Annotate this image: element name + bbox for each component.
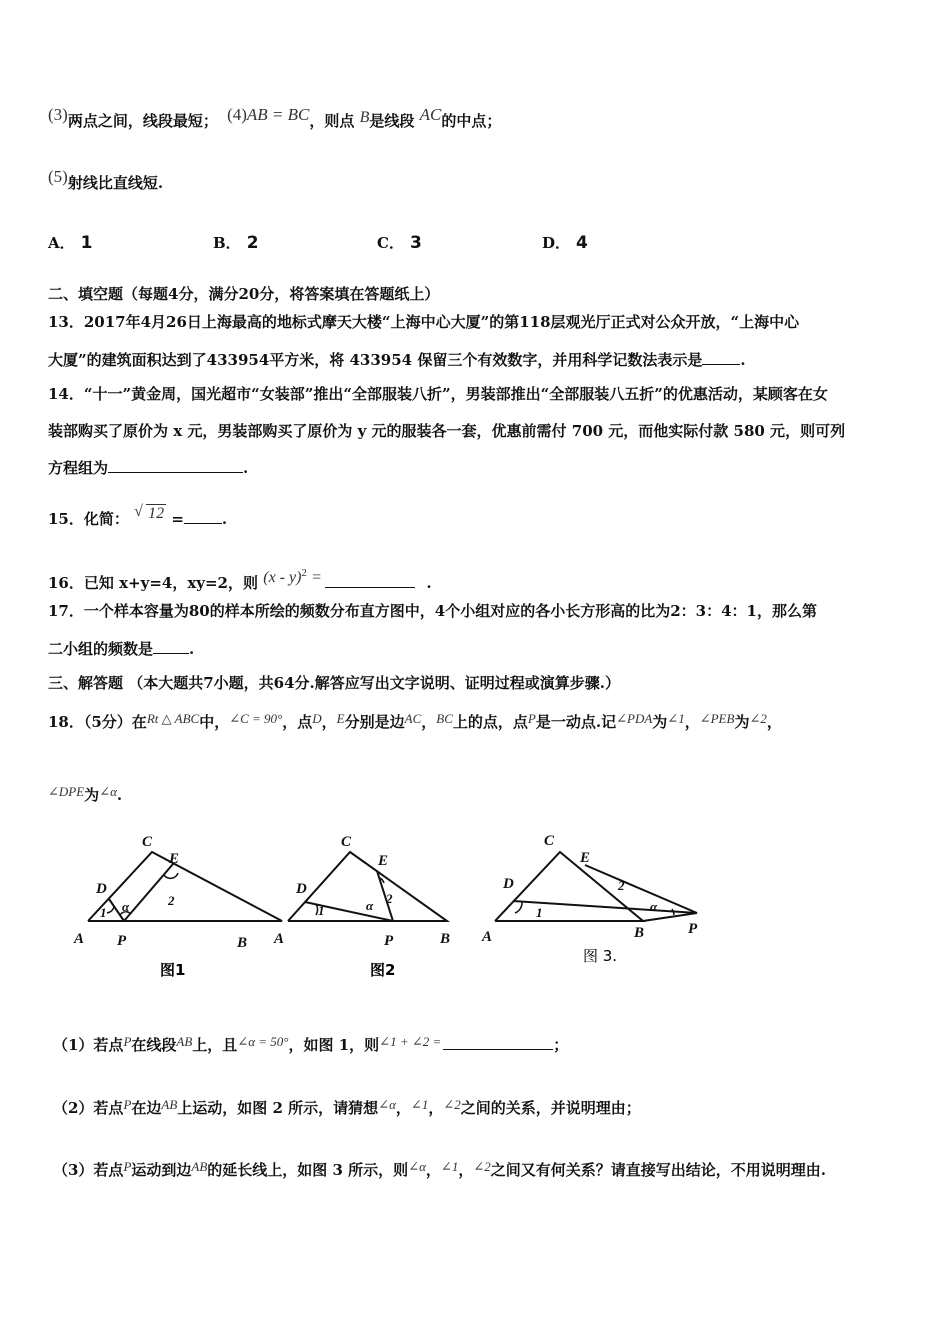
q15-answer-blank[interactable] [184, 509, 222, 524]
fig1-caption: 图1 [160, 961, 186, 979]
fig2-label-b: B [440, 931, 451, 947]
fig3-label-a: A [482, 929, 493, 945]
fig2-label-2: 2 [386, 891, 393, 906]
q13-line2: 大厦”的建筑面积达到了433954平方米，将 433954 保留三个有效数字，并用科学记数法表示是 . [48, 351, 746, 369]
section-3-heading: 三、解答题 （本大题共7小题，共64分.解答应写出文字说明、证明过程或演算步骤.） [48, 674, 620, 692]
fig3-extension-bp [643, 913, 697, 921]
fig1-label-2: 2 [168, 893, 175, 908]
fig2-label-d: D [296, 881, 307, 897]
q14-line3: 方程组为 . [48, 459, 249, 477]
q17-line1: 17．一个样本容量为80的样本所绘的频数分布直方图中，4个小组对应的各小长方形高的比为2：3：4：1，那么第 [48, 602, 817, 620]
fig1-label-c: C [142, 834, 153, 850]
q13-answer-blank[interactable] [702, 350, 740, 365]
fig2-label-alpha: α [366, 898, 374, 913]
sqrt-expression: √ 12 [134, 503, 165, 522]
fig1-label-d: D [96, 881, 107, 897]
fig2-label-e: E [378, 853, 389, 869]
fig2-label-p: P [384, 933, 394, 949]
fig3-label-b: B [634, 925, 645, 941]
fig2-label-1: 1 [318, 903, 325, 918]
fig1-angle2-arc [164, 873, 178, 878]
option-d[interactable]: D． 4 [542, 233, 588, 253]
q16-answer-blank[interactable] [325, 573, 415, 588]
fig3-caption: 图 3. [583, 947, 618, 965]
fig3-angle1-arc [515, 902, 522, 913]
fig3-label-1: 1 [536, 905, 543, 920]
q17-line2: 二小组的频数是 . [48, 640, 195, 658]
item-5-number: (5) [48, 167, 68, 186]
fig1-label-p: P [117, 933, 127, 949]
option-c[interactable]: C． 3 [377, 233, 422, 253]
q13-line1: 13．2017年4月26日上海最高的地标式摩天大楼“上海中心大厦”的第118层观光厅正式对公众开放，“上海中心 [48, 313, 800, 331]
fig3-label-c: C [544, 833, 555, 849]
sub-question-1: （1）若点P在线段AB上，且∠α = 50°，如图 1，则∠1 + ∠2 = ； [53, 1034, 569, 1054]
q16: 16．已知 x+y=4，xy=2，则 (x - y)$^2$ = . [48, 567, 432, 592]
fig2-label-c: C [341, 834, 352, 850]
q14-answer-blank[interactable] [108, 458, 243, 473]
q18-line2: ∠DPE为∠α. [48, 784, 123, 804]
statement-5: (5)射线比直线短. [48, 167, 164, 192]
fig1-label-b: B [237, 935, 248, 951]
q18-line1: 18．（5分）在Rt △ ABC中，∠C = 90°，点D，E分别是边AC，BC上的点，点P是一动点.记∠PDA为∠1，∠PEB为∠2， [48, 711, 782, 731]
item-3-number: (3) [48, 105, 68, 124]
q17-answer-blank[interactable] [153, 639, 189, 654]
fig3-label-p: P [688, 921, 698, 937]
item-4-number: (4) [227, 105, 247, 124]
option-a[interactable]: A． 1 [48, 233, 93, 253]
fig1-label-1: 1 [100, 905, 107, 920]
fig1-label-a: A [74, 931, 85, 947]
fig3-label-d: D [503, 876, 514, 892]
fig1-label-e: E [169, 851, 180, 867]
triangle-figures [60, 825, 720, 985]
item-4-math: AB = BC [246, 105, 310, 124]
fig2-label-a: A [274, 931, 285, 947]
fig3-label-e: E [580, 850, 591, 866]
fig2-caption: 图2 [370, 961, 396, 979]
sub-question-3: （3）若点P运动到边AB的延长线上，如图 3 所示，则∠α，∠1，∠2之间又有何关系？请直接写出结论，不用说明理由. [53, 1159, 826, 1179]
fig3-label-alpha: α [650, 899, 658, 914]
q14-line2: 装部购买了原价为 x 元，男装部购买了原价为 y 元的服装各一套，优惠前需付 700 元，而他实际付款 580 元，则可列 [48, 422, 846, 440]
sub-question-2: （2）若点P在边AB上运动，如图 2 所示，请猜想∠α，∠1，∠2之间的关系，并说明理由； [53, 1097, 641, 1117]
fig3-label-2: 2 [618, 878, 625, 893]
statement-3-4: (3)两点之间，线段最短； (4)AB = BC，则点 B是线段 AC的中点； [48, 105, 502, 130]
fig1-angle1-arc [107, 907, 114, 913]
q15: 15．化简： √ 12 = . [48, 503, 228, 528]
q14-line1: 14．“十一”黄金周，国光超市“女装部”推出“全部服装八折”，男装部推出“全部服装八五折”的优惠活动，某顾客在女 [48, 385, 828, 403]
option-b[interactable]: B． 2 [213, 233, 259, 253]
fig1-label-alpha: α [122, 899, 130, 914]
section-2-heading: 二、填空题（每题4分，满分20分，将答案填在答题纸上） [48, 285, 440, 303]
fig1-segment-pe [124, 864, 173, 921]
sub1-answer-blank[interactable] [443, 1035, 553, 1050]
